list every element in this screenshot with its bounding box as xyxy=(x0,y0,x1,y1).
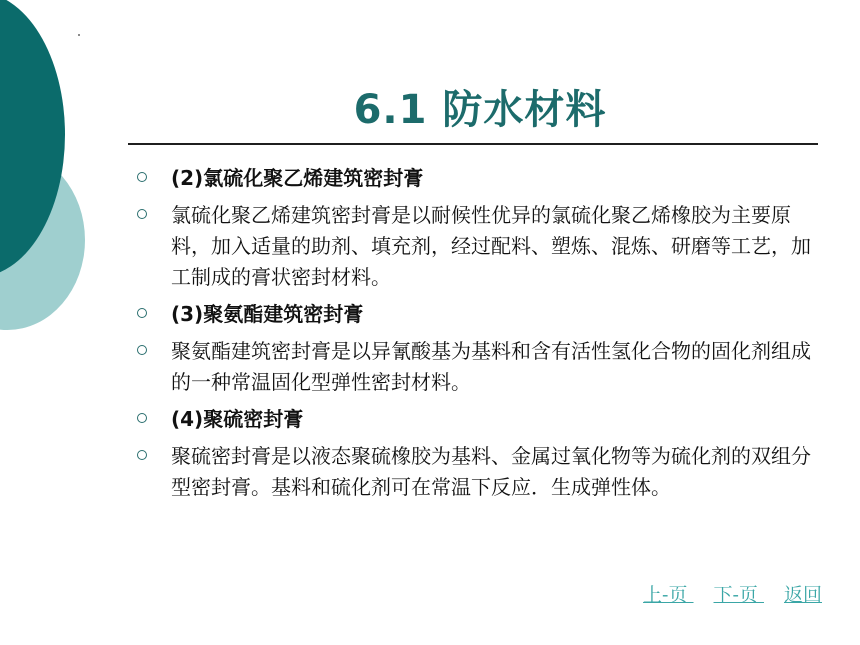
bullet-circle-icon xyxy=(137,450,147,460)
decorative-dot xyxy=(78,34,80,36)
back-link[interactable]: 返回 xyxy=(783,584,822,606)
bullet-item xyxy=(137,404,817,435)
slide-title: 6.1 防水材料 xyxy=(353,87,607,133)
bullet-item xyxy=(137,336,817,398)
prev-page-link[interactable]: 上-页 xyxy=(643,584,694,606)
bullet-text: 氯硫化聚乙烯建筑密封膏是以耐候性优异的氯硫化聚乙烯橡胶为主要原料，加入适量的助剂、填充剂，经过配料、塑炼、混炼、研磨等工艺，加工制成的膏状密封材料。 xyxy=(171,203,811,289)
bullet-list xyxy=(137,163,817,509)
bullet-circle-icon xyxy=(137,172,147,182)
bullet-item xyxy=(137,163,817,194)
title-divider xyxy=(128,143,818,145)
bullet-item xyxy=(137,200,817,293)
bullet-circle-icon xyxy=(137,308,147,318)
bullet-text: (3)聚氨酯建筑密封膏 xyxy=(171,302,364,326)
next-page-link[interactable]: 下-页 xyxy=(713,584,764,606)
bullet-circle-icon xyxy=(137,209,147,219)
bullet-text: (2)氯硫化聚乙烯建筑密封膏 xyxy=(171,166,424,190)
bullet-circle-icon xyxy=(137,413,147,423)
bullet-item xyxy=(137,299,817,330)
bullet-text: 聚氨酯建筑密封膏是以异氰酸基为基料和含有活性氢化合物的固化剂组成的一种常温固化型弹性密封材料。 xyxy=(171,339,811,394)
slide-navigation xyxy=(623,580,822,607)
bullet-text: (4)聚硫密封膏 xyxy=(171,407,304,431)
bullet-text: 聚硫密封膏是以液态聚硫橡胶为基料、金属过氧化物等为硫化剂的双组分型密封膏。基料和硫化剂可在常温下反应．生成弹性体。 xyxy=(171,444,811,499)
bullet-circle-icon xyxy=(137,345,147,355)
bullet-item xyxy=(137,441,817,503)
